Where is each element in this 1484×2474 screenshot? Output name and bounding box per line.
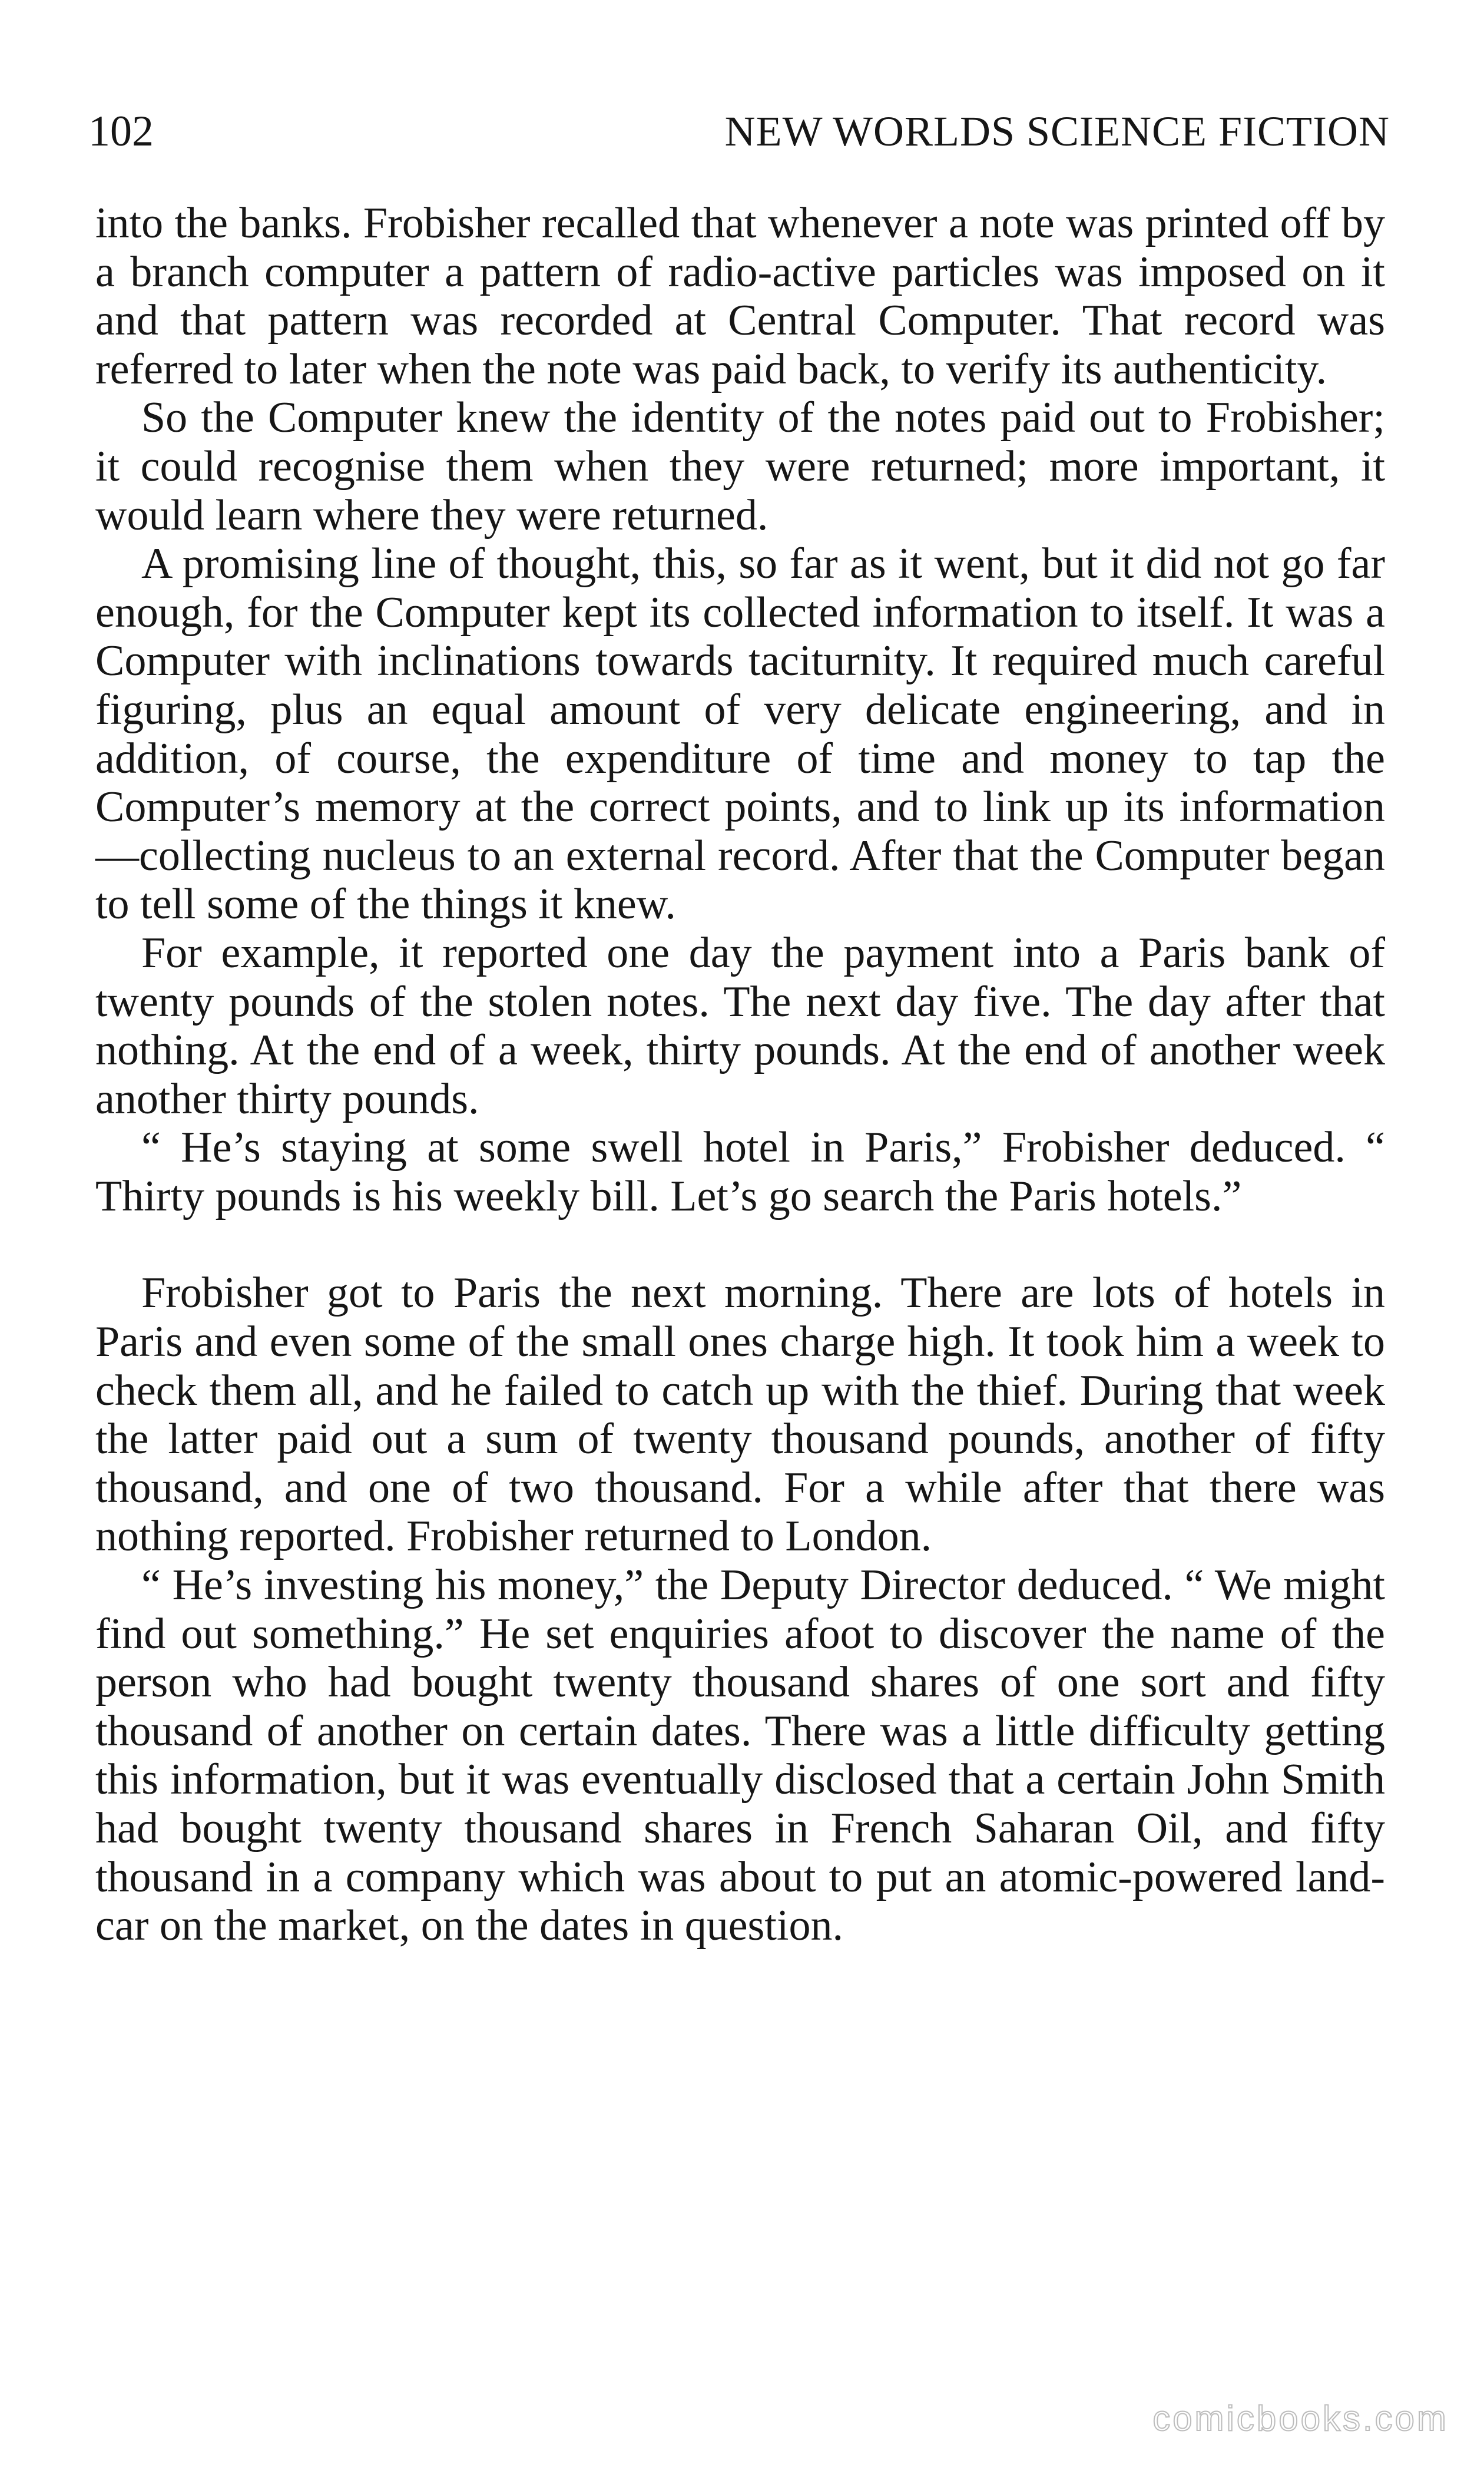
paragraph: So the Computer knew the identity of the notes paid out to Frobisher; it could recognise them when they were returned; more important, it would learn where they were returned. xyxy=(95,393,1385,540)
paragraph: Frobisher got to Paris the next morning. There are lots of hotels in Paris and even some of the small ones charge high. It took him a week to check them all, and he failed to catch up with the thief. During that week the latter paid out a sum of twenty thousand pounds, another of fifty thousand, and one of two thousand. For a while after that there was nothing reported. Frobisher returned to London. xyxy=(95,1269,1385,1561)
section-break xyxy=(95,1221,1385,1269)
paragraph: into the banks. Frobisher recalled that whenever a note was printed off by a branch computer a pattern of radio-active particles was imposed on it and that pattern was recorded at Central Computer. That record was referred to later when the note was paid back, to verify its authenticity. xyxy=(95,199,1385,393)
running-header xyxy=(88,99,1390,164)
body-text xyxy=(95,199,1385,1950)
paragraph: A promising line of thought, this, so far as it went, but it did not go far enough, for the Computer kept its collected information to itself. It was a Computer with inclinations towards taciturnity. It required much careful figuring, plus an equal amount of very delicate engineering, and in addition, of course, the expenditure of time and money to tap the Computer’s memory at the correct points, and to link up its information—collecting nucleus to an external record. After that the Computer began to tell some of the things it knew. xyxy=(95,540,1385,929)
page-number: 102 xyxy=(88,107,154,156)
running-title: NEW WORLDS SCIENCE FICTION xyxy=(724,108,1390,155)
paragraph: For example, it reported one day the payment into a Paris bank of twenty pounds of the stolen notes. The next day five. The day after that nothing. At the end of a week, thirty pounds. At the end of another week another thirty pounds. xyxy=(95,928,1385,1123)
watermark: comicbooks.com xyxy=(1152,2399,1449,2438)
paragraph: “ He’s investing his money,” the Deputy Director deduced. “ We might find out something.” He set enquiries afoot to discover the name of the person who had bought twenty thousand shares of one sort and fifty thousand of another on certain dates. There was a little difficulty getting this information, but it was eventually disclosed that a certain John Smith had bought twenty thousand shares in French Saharan Oil, and fifty thousand in a company which was about to put an atomic-powered land-car on the market, on the dates in question. xyxy=(95,1561,1385,1950)
paragraph: “ He’s staying at some swell hotel in Paris,” Frobisher deduced. “ Thirty pounds is his weekly bill. Let’s go search the Paris hotels.” xyxy=(95,1123,1385,1221)
